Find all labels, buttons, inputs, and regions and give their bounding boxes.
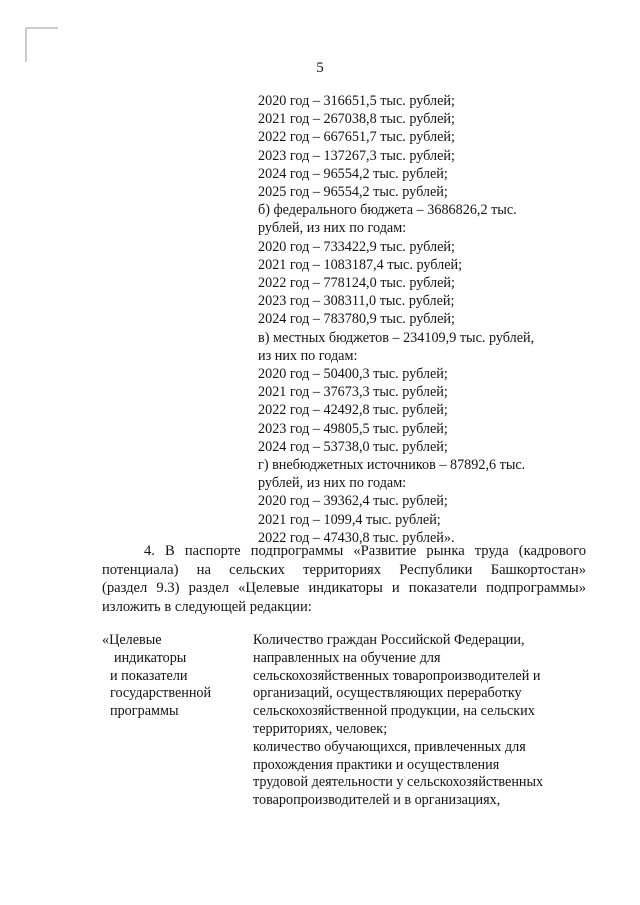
list-line: 2020 год – 50400,3 тыс. рублей; [258, 366, 448, 383]
label-line: индикаторы [114, 649, 187, 666]
text-line: направленных на обучение для [253, 649, 441, 666]
text-line: прохождения практики и осуществления [253, 756, 500, 773]
text-line: трудовой деятельности у сельскохозяйственных [253, 774, 544, 791]
list-line: 2022 год – 778124,0 тыс. рублей; [258, 275, 455, 292]
list-line: 2021 год – 267038,8 тыс. рублей; [258, 111, 455, 128]
passport-label [102, 632, 252, 721]
label-line: государственной [110, 685, 212, 702]
passport-text [253, 632, 593, 810]
list-line: 2023 год – 49805,5 тыс. рублей; [258, 420, 448, 437]
text-line: Количество граждан Российской Федерации, [253, 632, 525, 648]
list-line: 2024 год – 96554,2 тыс. рублей; [258, 165, 448, 182]
list-line: 2021 год – 1099,4 тыс. рублей; [258, 511, 441, 528]
text-line: сельскохозяйственных товаропроизводителей и [253, 667, 541, 684]
list-line: рублей, из них по годам: [258, 220, 407, 237]
paragraph-line: изложить в следующей редакции: [102, 598, 312, 615]
list-line: из них по годам: [258, 347, 358, 364]
list-line: 2022 год – 47430,8 тыс. рублей». [258, 529, 455, 546]
list-line: в) местных бюджетов – 234109,9 тыс. рублей, [258, 329, 535, 346]
paragraph-line: потенциала) на сельских территориях Республики Башкортостан» [102, 561, 586, 578]
list-line: 2022 год – 667651,7 тыс. рублей; [258, 129, 455, 146]
text-line: организаций, осуществляющих переработку [253, 685, 522, 702]
list-line: б) федерального бюджета – 3686826,2 тыс. [258, 202, 517, 219]
list-line: 2023 год – 308311,0 тыс. рублей; [258, 293, 455, 310]
list-line: 2024 год – 53738,0 тыс. рублей; [258, 438, 448, 455]
paragraph-line: 4. В паспорте подпрограммы «Развитие рынка труда (кадрового [144, 543, 586, 559]
list-line: 2021 год – 1083187,4 тыс. рублей; [258, 256, 463, 273]
list-line: 2020 год – 316651,5 тыс. рублей; [258, 93, 455, 109]
list-line: 2025 год – 96554,2 тыс. рублей; [258, 184, 448, 201]
list-line: 2021 год – 37673,3 тыс. рублей; [258, 384, 448, 401]
list-line: 2024 год – 783780,9 тыс. рублей; [258, 311, 455, 328]
list-line: 2020 год – 733422,9 тыс. рублей; [258, 238, 455, 255]
text-line: товаропроизводителей и в организациях, [253, 792, 501, 809]
label-line: «Целевые [102, 632, 162, 648]
label-line: и показатели [110, 667, 188, 684]
list-line: 2020 год – 39362,4 тыс. рублей; [258, 493, 448, 510]
text-line: сельскохозяйственной продукции, на сельских [253, 703, 535, 720]
list-line: 2022 год – 42492,8 тыс. рублей; [258, 402, 448, 419]
list-line: рублей, из них по годам: [258, 475, 407, 492]
text-line: территориях, человек; [253, 720, 388, 737]
page-number: 5 [316, 60, 324, 76]
list-line: 2023 год – 137267,3 тыс. рублей; [258, 147, 455, 164]
text-line: количество обучающихся, привлеченных для [253, 738, 526, 755]
amendment-paragraph [102, 542, 586, 616]
label-line: программы [110, 703, 179, 720]
corner-scan-mark [4, 24, 60, 64]
paragraph-line: (раздел 9.3) раздел «Целевые индикаторы и показатели подпрограммы» [102, 580, 586, 596]
list-line: г) внебюджетных источников – 87892,6 тыс. [258, 457, 526, 474]
funding-list [258, 92, 588, 547]
